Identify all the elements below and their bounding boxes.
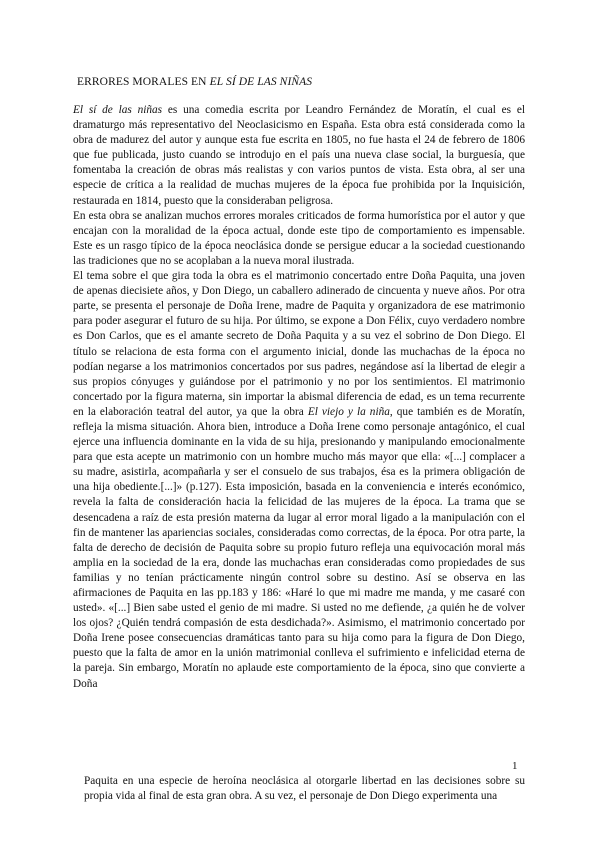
work-title-italic: El viejo y la niña	[307, 405, 390, 418]
paragraph-3: El tema sobre el que gira toda la obra es el matrimonio concertado entre Doña Paquita, una joven de apenas diecisiete años, y Don Diego, un caballero adinerado de cincuenta y nueve años. Por otra parte, se presenta el personaje de Doña Irene, madre de Paquita y organizadora de ese matrimonio para poder asegurar el futuro de su hija. Por último, se expone a Don Félix, cuyo verdadero nombre es Don Carlos, que es el amante secreto de Doña Paquita y a su vez el sobrino de Don Diego. El título se relaciona de esta forma con el argumento inicial, donde las muchachas de la época no podían negarse a los matrimonios concertados por sus padres, negándose así la libertad de elegir a sus propios cónyuges y guiándose por el patrimonio y no por los sentimientos. El matrimonio concertado por la figura materna, sin importar la abismal diferencia de edad, es un tema recurrente en la elaboración teatral del autor, ya que la obra El viejo y la niña, que también es de Moratín, refleja la misma situación. Ahora bien, introduce a Doña Irene como personaje antagónico, el cual ejerce una influencia dominante en la vida de su hija, presionando y manipulando emocionalmente para que esta acepte un matrimonio con un hombre mucho más mayor que ella: «[...] complacer a su madre, asistirla, acompañarla y ser el consuelo de sus trabajos, ésa es la primera obligación de una hija obediente.[...]» (p.127). Esta imposición, basada en la conveniencia e interés económico, revela la falta de consideración hacia la felicidad de las mujeres de la época. La trama que se desencadena a raíz de esta presión materna da lugar al error moral ligado a la manipulación con el fin de mantener las apariencias sociales, consideradas como correctas, de la época. Por otra parte, la falta de derecho de decisión de Paquita sobre su propio futuro refleja una equivocación moral más amplia en la sociedad de la era, donde las muchachas eran consideradas como propiedades de sus familias y no tenían prácticamente ningún control sobre su destino. Así se observa en las afirmaciones de Paquita en las pp.183 y 186: «Haré lo que mi madre me manda, y me casaré con usted». «[...] Bien sabe usted el genio de mi madre. Si usted no me defiende, ¿a quién he de volver los ojos? ¿Quién tendrá compasión de esta desdichada?». Asimismo, el matrimonio concertado por Doña Irene posee consecuencias dramáticas tanto para su hija como para la figura de Don Diego, puesto que la falta de amor en la unión matrimonial conlleva el sufrimiento e infelicidad eterna de la pareja. Sin embargo, Moratín no aplaude este comportamiento de la época, sino que convierte a Doña	[73, 270, 525, 690]
paragraph-2: En esta obra se analizan muchos errores morales criticados de forma humorística por el autor y que encajan con la moralidad de la época actual, donde este tipo de comportamiento es impensable. Este es un rasgo típico de la época neoclásica donde se persigue educar a la sociedad cuestionando las tradiciones que no se acoplaban a la nueva moral ilustrada.	[73, 209, 525, 267]
book-title-italic: El sí de las niñas	[73, 104, 163, 116]
document-body	[73, 103, 525, 692]
paragraph-1: El sí de las niñas es una comedia escrita por Leandro Fernández de Moratín, el cual es el dramaturgo más representativo del Neoclasicismo en España. Esta obra está considerada como la obra de madurez del autor y aunque esta fue escrita en 1805, no fue hasta el 24 de febrero de 1806 que fue publicada, justo cuando se introdujo en el país una nueva clase social, la burguesía, que fomentaba la creación de obras más realistas y con varios puntos de vista. Esta obra, al ser una especie de crítica a la realidad de muchas mujeres de la época fue prohibida por la Inquisición, restaurada en 1814, puesto que la consideraban peligrosa.	[73, 104, 525, 207]
page-number: 1	[512, 760, 518, 772]
title-italic: EL SÍ DE LAS NIÑAS	[209, 76, 313, 88]
title-plain: ERRORES MORALES EN	[77, 76, 210, 88]
next-page-text: Paquita en una especie de heroína neoclásica al otorgarle libertad en las decisiones sobre su propia vida al final de esta gran obra. A su vez, el personaje de Don Diego experimenta una	[84, 775, 525, 803]
page-title	[77, 76, 312, 88]
